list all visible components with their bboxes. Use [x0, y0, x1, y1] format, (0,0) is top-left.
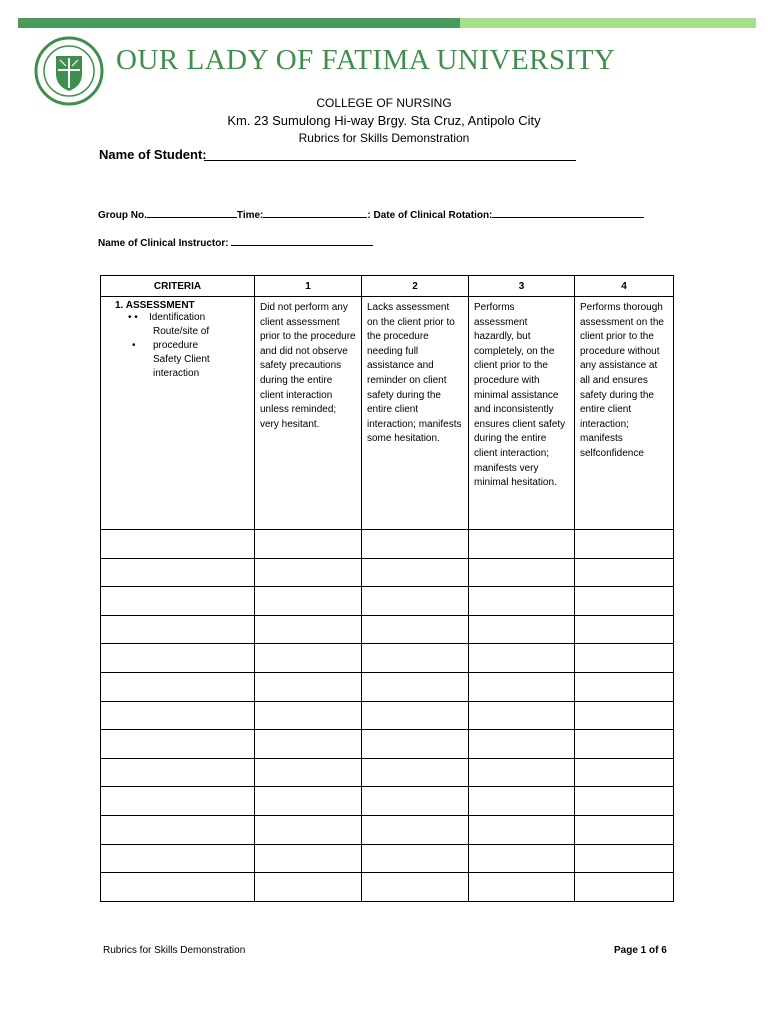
- score-2-description: Lacks assessment on the client prior to the procedure needing full assistance and reminder on client safety during the entire client interaction; manifests some hesitation.: [362, 297, 469, 530]
- page-number: Page 1 of 6: [614, 945, 667, 956]
- criteria-cell: [101, 297, 255, 530]
- criteria-item-procedure: procedure: [153, 340, 199, 351]
- criteria-item-route: Route/site of: [153, 326, 210, 337]
- header-score-2: 2: [362, 276, 469, 297]
- table-row: [101, 644, 674, 673]
- score-3-description: Performs assessment hazardly, but completely, on the client prior to the procedure with minimal assistance and inconsistently ensures client safety during the entire client interaction; manifests very minimal hesitation.: [469, 297, 575, 530]
- table-row: [101, 844, 674, 873]
- table-row: [101, 701, 674, 730]
- criteria-title: 1. ASSESSMENT: [115, 300, 195, 311]
- table-row: [101, 587, 674, 616]
- table-row: [101, 615, 674, 644]
- table-header-row: [101, 276, 674, 297]
- table-row: [101, 787, 674, 816]
- table-row: [101, 815, 674, 844]
- header-score-1: 1: [255, 276, 362, 297]
- time-label: Time:: [236, 210, 264, 221]
- table-row: [101, 558, 674, 587]
- header-score-3: 3: [469, 276, 575, 297]
- group-time-date-row: [98, 206, 644, 221]
- group-no-field[interactable]: [147, 206, 237, 218]
- student-name-label: Name of Student:: [99, 147, 207, 162]
- bullet-icon: •: [132, 340, 136, 351]
- instructor-row: [98, 234, 373, 249]
- bullet-icon: • •: [128, 312, 138, 323]
- rubric-table: [100, 275, 674, 902]
- table-row: [101, 530, 674, 559]
- header-accent-bar-light: [460, 18, 756, 28]
- group-no-label: Group No.: [98, 210, 147, 221]
- date-field[interactable]: [492, 206, 644, 218]
- document-title: Rubrics for Skills Demonstration: [298, 131, 470, 145]
- instructor-label: Name of Clinical Instructor:: [98, 238, 229, 249]
- header-accent-bar-dark: [18, 18, 460, 28]
- table-row: [101, 730, 674, 759]
- college-address: Km. 23 Sumulong Hi-way Brgy. Sta Cruz, Antipolo City: [227, 113, 541, 128]
- student-name-field[interactable]: [204, 160, 576, 161]
- footer-title: Rubrics for Skills Demonstration: [103, 945, 246, 956]
- time-field[interactable]: [263, 206, 367, 218]
- table-row: [101, 758, 674, 787]
- college-name: COLLEGE OF NURSING: [316, 96, 452, 110]
- assessment-row: [101, 297, 674, 530]
- criteria-item-identification: Identification: [149, 312, 206, 323]
- criteria-item-safety: Safety Client: [153, 354, 210, 365]
- date-label: : Date of Clinical Rotation:: [367, 210, 493, 221]
- university-name: OUR LADY OF FATIMA UNIVERSITY: [116, 44, 616, 76]
- score-4-description: Performs thorough assessment on the client prior to the procedure without any assistance at all and ensures safety during the entire client interaction; manifests selfconfidence: [575, 297, 674, 530]
- criteria-item-interaction: interaction: [153, 368, 200, 379]
- table-row: [101, 873, 674, 902]
- table-row: [101, 672, 674, 701]
- instructor-field[interactable]: [231, 234, 373, 246]
- header-score-4: 4: [575, 276, 674, 297]
- score-1-description: Did not perform any client assessment prior to the procedure and did not observe safety precautions during the entire client interaction unless reminded; very hesitant.: [255, 297, 362, 530]
- header-criteria: CRITERIA: [101, 276, 255, 297]
